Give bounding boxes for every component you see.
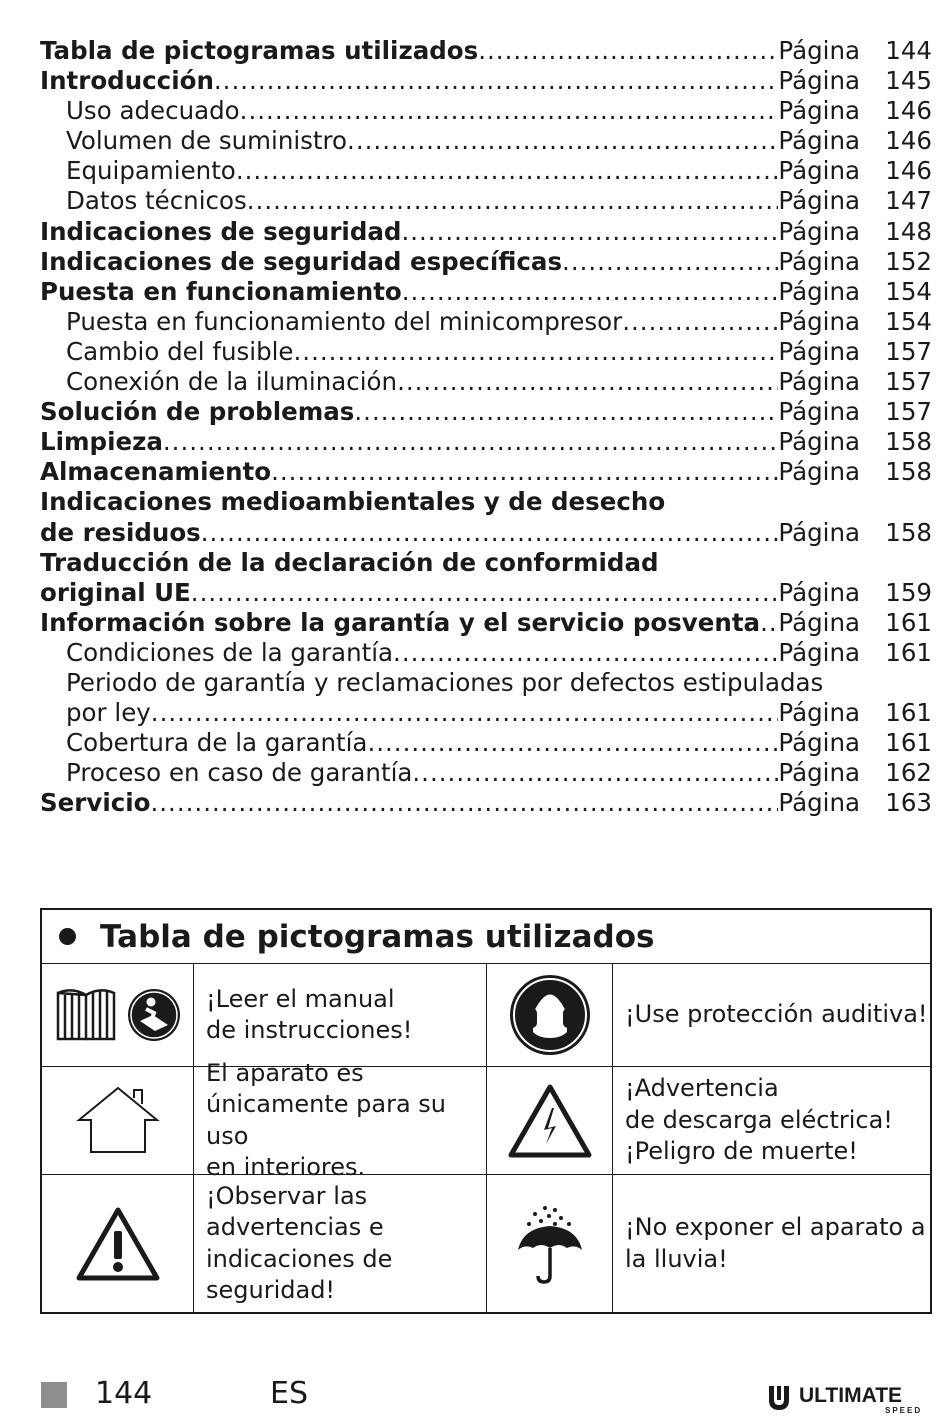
toc-entry — [40, 156, 932, 186]
toc-page-label: Página — [778, 728, 860, 758]
toc-leader-dots — [214, 66, 779, 96]
toc-entry — [40, 307, 932, 337]
toc-page-number: 161 — [885, 607, 932, 637]
toc-entry-title: Tabla de pictogramas utilizados — [40, 36, 479, 65]
toc-leader-dots — [354, 397, 778, 427]
toc-page-label: Página — [778, 276, 860, 306]
toc-page-number: 161 — [885, 728, 932, 758]
toc-page-number: 161 — [885, 698, 932, 728]
toc-entry-title: Limpieza — [40, 427, 163, 457]
toc-leader-dots — [236, 156, 779, 186]
toc-entry-title: de residuos — [40, 517, 201, 547]
pictogram-table — [40, 908, 932, 1314]
toc-page-label: Página — [778, 126, 860, 156]
toc-page-number: 154 — [885, 276, 932, 306]
toc-entry-title: Uso adecuado — [66, 96, 240, 126]
toc-entry-title: Indicaciones de seguridad — [40, 216, 402, 246]
toc-leader-dots — [294, 337, 779, 367]
toc-page-label: Página — [778, 216, 860, 246]
toc-entry-title: Servicio — [40, 788, 151, 818]
toc-entry — [40, 367, 932, 397]
toc-leader-dots — [201, 518, 779, 548]
toc-entry-title: Datos técnicos — [66, 186, 247, 216]
read-manual-icon — [54, 985, 182, 1045]
pictogram-text: ¡Use protección auditiva! — [613, 964, 930, 1067]
footer-marker-square — [41, 1382, 67, 1408]
toc-entry-title: Cobertura de la garantía — [66, 728, 368, 758]
bullet-icon — [59, 928, 76, 945]
toc-entry-title: Indicaciones de seguridad específicas — [40, 246, 563, 276]
toc-leader-dots — [478, 36, 778, 66]
toc-entry — [40, 518, 932, 548]
pictogram-cell — [42, 1067, 194, 1175]
toc-page-label: Página — [778, 306, 860, 336]
toc-page-number: 161 — [885, 637, 932, 667]
pictogram-text: ¡No exponer el aparato a la lluvia! — [625, 1213, 926, 1273]
toc-entry-title: por ley — [66, 698, 151, 728]
indoor-use-house-icon — [76, 1086, 160, 1156]
toc-entry — [40, 66, 932, 96]
toc-entry — [40, 608, 932, 638]
toc-leader-dots — [247, 186, 779, 216]
toc-page-label: Página — [778, 96, 860, 126]
toc-entry-title: Proceso en caso de garantía — [66, 758, 413, 788]
toc-page-label: Página — [778, 336, 860, 366]
toc-page-number: 146 — [885, 126, 932, 156]
toc-leader-dots — [240, 96, 779, 126]
toc-leader-dots — [151, 698, 779, 728]
footer-language: ES — [270, 1376, 308, 1411]
toc-page-number: 147 — [885, 186, 932, 216]
toc-page-number: 157 — [885, 367, 932, 397]
footer-page-number: 144 — [95, 1376, 153, 1411]
toc-page-label: Página — [778, 397, 860, 427]
toc-leader-dots — [401, 217, 778, 247]
toc-entry — [40, 247, 932, 277]
toc-entry — [40, 217, 932, 247]
toc-page-label: Página — [778, 186, 860, 216]
toc-entry — [40, 668, 932, 698]
toc-entry — [40, 457, 932, 487]
toc-leader-dots — [163, 427, 779, 457]
toc-page-number: 144 — [885, 36, 932, 65]
toc-entry — [40, 758, 932, 788]
toc-page-label: Página — [778, 66, 860, 96]
toc-page-label: Página — [778, 367, 860, 397]
toc-entry — [40, 427, 932, 457]
toc-page-number: 157 — [885, 397, 932, 427]
pictogram-cell — [42, 1175, 194, 1312]
toc-entry — [40, 186, 932, 216]
toc-entry-title: Indicaciones medioambientales y de desecho — [40, 487, 666, 517]
toc-leader-dots — [393, 638, 778, 668]
toc-entry — [40, 698, 932, 728]
pictogram-text: ¡Observar las advertencias e indicaciones de seguridad! — [194, 1175, 487, 1312]
brand-logo — [765, 1380, 933, 1414]
toc-entry-title: Periodo de garantía y reclamaciones por defectos estipuladas — [66, 667, 824, 697]
toc-entry — [40, 548, 932, 578]
toc-page-label: Página — [778, 427, 860, 457]
pictogram-table-header — [42, 910, 930, 964]
svg-text:SPEED: SPEED — [885, 1406, 923, 1414]
toc-leader-dots — [271, 457, 778, 487]
toc-page-number: 146 — [885, 96, 932, 126]
toc-page-number: 146 — [885, 156, 932, 186]
toc-leader-dots — [760, 608, 778, 638]
pictogram-cell — [487, 1067, 613, 1175]
toc-page-number: 162 — [885, 758, 932, 788]
electric-shock-warning-icon — [508, 1084, 592, 1158]
toc-entry — [40, 96, 932, 126]
toc-page-number: 158 — [885, 427, 932, 457]
toc-page-number: 145 — [885, 66, 932, 96]
toc-entry-title: Cambio del fusible — [66, 336, 294, 366]
toc-entry-title: Traducción de la declaración de conformidad — [40, 547, 659, 577]
toc-entry-title: Equipamiento — [66, 156, 236, 186]
toc-page-label: Página — [778, 698, 860, 728]
toc-page-label: Página — [778, 517, 860, 547]
toc-leader-dots — [562, 247, 778, 277]
toc-page-label: Página — [778, 156, 860, 186]
toc-page-label: Página — [778, 457, 860, 487]
toc-entry — [40, 638, 932, 668]
toc-leader-dots — [367, 728, 778, 758]
toc-entry-title: Volumen de suministro — [66, 126, 348, 156]
toc-page-number: 159 — [885, 577, 932, 607]
toc-leader-dots — [622, 307, 778, 337]
toc-page-number: 163 — [885, 788, 932, 818]
toc-entry — [40, 277, 932, 307]
brand-logo-text: ULTIMATE — [799, 1384, 903, 1407]
pictogram-cell — [42, 964, 194, 1067]
toc-page-number: 157 — [885, 336, 932, 366]
toc-page-label: Página — [778, 758, 860, 788]
pictogram-text: ¡Advertencia de descarga eléctrica! ¡Peligro de muerte! — [613, 1067, 930, 1175]
toc-page-label: Página — [778, 246, 860, 276]
toc-entry-title: Solución de problemas — [40, 397, 355, 427]
toc-leader-dots — [191, 578, 779, 608]
toc-entry — [40, 788, 932, 818]
pictogram-text: ¡Leer el manual de instrucciones! — [194, 964, 487, 1067]
pictogram-cell — [487, 964, 613, 1067]
toc-leader-dots — [402, 277, 779, 307]
toc-entry — [40, 397, 932, 427]
toc-page-number: 158 — [885, 457, 932, 487]
pictogram-cell — [487, 1175, 613, 1312]
toc-entry-title: Información sobre la garantía y el servicio posventa — [40, 607, 761, 637]
pictogram-text: El aparato es únicamente para su uso en interiores. — [194, 1067, 487, 1175]
toc-page-number: 154 — [885, 306, 932, 336]
toc-entry — [40, 36, 932, 66]
pictogram-table-title: Tabla de pictogramas utilizados — [100, 918, 655, 955]
toc-page-label: Página — [778, 577, 860, 607]
toc-page-label: Página — [778, 788, 860, 818]
toc-entry-title: Condiciones de la garantía — [66, 637, 394, 667]
no-rain-umbrella-icon — [515, 1204, 585, 1284]
pictogram-grid — [42, 964, 930, 1312]
toc-entry-title: Almacenamiento — [40, 457, 272, 487]
ear-protection-icon — [509, 974, 591, 1056]
toc-leader-dots — [397, 367, 778, 397]
toc-leader-dots — [412, 758, 778, 788]
toc-entry — [40, 126, 932, 156]
toc-page-label: Página — [778, 607, 860, 637]
toc-page-number: 152 — [885, 246, 932, 276]
table-of-contents — [40, 36, 932, 818]
toc-entry-title: original UE — [40, 577, 191, 607]
toc-page-label: Página — [778, 36, 860, 65]
toc-entry — [40, 578, 932, 608]
toc-entry-title: Conexión de la iluminación — [66, 367, 398, 397]
toc-entry-title: Puesta en funcionamiento del minicompresor — [66, 306, 623, 336]
toc-leader-dots — [347, 126, 778, 156]
toc-entry — [40, 487, 932, 517]
toc-entry — [40, 728, 932, 758]
toc-leader-dots — [150, 788, 778, 818]
toc-page-label: Página — [778, 637, 860, 667]
general-warning-icon — [76, 1207, 160, 1281]
toc-entry — [40, 337, 932, 367]
toc-page-number: 148 — [885, 216, 932, 246]
toc-entry-title: Puesta en funcionamiento — [40, 276, 402, 306]
toc-page-number: 158 — [885, 517, 932, 547]
toc-entry-title: Introducción — [40, 66, 214, 96]
